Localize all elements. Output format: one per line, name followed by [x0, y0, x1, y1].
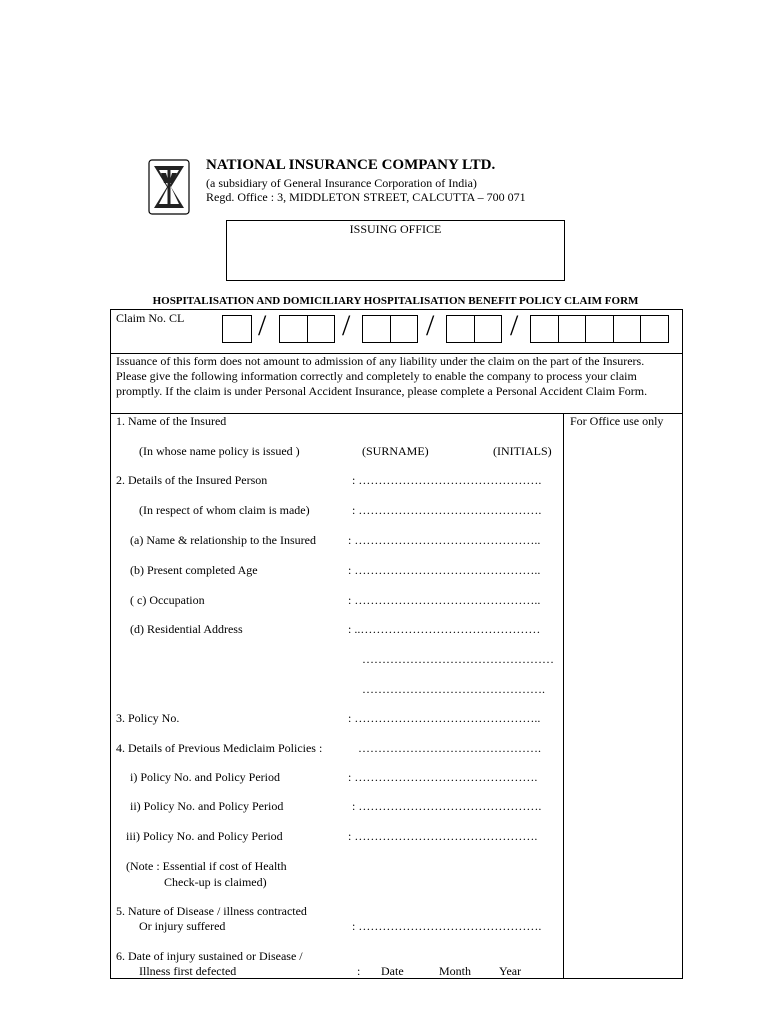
q2-insured-person-field[interactable]: : ……………………………………….	[352, 473, 542, 487]
q2d-address-field-line-3[interactable]: ……………………………………….	[362, 682, 545, 696]
q2-claim-person-field[interactable]: : ……………………………………….	[352, 503, 542, 517]
issuing-office-label: ISSUING OFFICE	[349, 222, 442, 236]
q6-year-field[interactable]: Year	[499, 964, 522, 978]
claim-separator: /	[510, 309, 519, 342]
q3-policy-no-label: 3. Policy No.	[116, 711, 180, 725]
q4iii-policy-period-field[interactable]: : ……………………………………….	[348, 829, 538, 843]
office-use-label: For Office use only	[570, 414, 664, 428]
q3-policy-no-field[interactable]: : ………………………………………..	[348, 711, 541, 725]
q6-date-of-injury-label: 6. Date of injury sustained or Disease /	[116, 949, 303, 963]
q6-illness-first-detected-label: Illness first defected	[139, 964, 237, 978]
q4i-policy-period-label: i) Policy No. and Policy Period	[130, 770, 280, 784]
q2c-occupation-label: ( c) Occupation	[130, 593, 205, 607]
q2-insured-person-label: 2. Details of the Insured Person	[116, 473, 268, 487]
health-checkup-note-line-1: (Note : Essential if cost of Health	[126, 859, 287, 873]
q2b-age-field[interactable]: : ………………………………………..	[348, 563, 541, 577]
q2a-name-relationship-label: (a) Name & relationship to the Insured	[130, 533, 316, 547]
health-checkup-note-line-2: Check-up is claimed)	[164, 875, 267, 889]
q2d-address-field-line-1[interactable]: : ..………………………………………	[348, 622, 541, 636]
issuing-office-box[interactable]	[226, 220, 565, 281]
form-title: HOSPITALISATION AND DOMICILIARY HOSPITALISATION BENEFIT POLICY CLAIM FORM	[152, 295, 639, 307]
q1-name-of-insured-label: 1. Name of the Insured	[116, 414, 227, 428]
q6-date-field[interactable]: Date	[381, 964, 404, 978]
claim-number-segment-2[interactable]	[279, 315, 335, 343]
q4-previous-policies-label: 4. Details of Previous Mediclaim Policies :	[116, 741, 323, 755]
q6-month-field[interactable]: Month	[439, 964, 472, 978]
claim-separator: /	[342, 309, 351, 342]
claim-number-segment-3[interactable]	[362, 315, 418, 343]
q2a-name-relationship-field[interactable]: : ………………………………………..	[348, 533, 541, 547]
q1-initials-field[interactable]: (INITIALS)	[493, 444, 552, 458]
claim-number-label: Claim No. CL	[116, 311, 185, 325]
claim-notice-text: Issuance of this form does not amount to admission of any liability under the claim on the part of the Insurers. Please give the following information correctly and completely to enable the company to process your claim promptly. If the claim is under Personal Accident Insurance, please complete a Personal Accident Claim Form.	[116, 354, 648, 398]
q4iii-policy-period-label: iii) Policy No. and Policy Period	[126, 829, 283, 843]
q4ii-policy-period-label: ii) Policy No. and Policy Period	[130, 799, 284, 813]
q4i-policy-period-field[interactable]: : ……………………………………….	[348, 770, 538, 784]
q6-colon: :	[357, 964, 361, 978]
q1-surname-field[interactable]: (SURNAME)	[362, 444, 429, 458]
claim-number-segment-5[interactable]	[530, 315, 669, 343]
q2c-occupation-field[interactable]: : ………………………………………..	[348, 593, 541, 607]
q2d-address-field-line-2[interactable]: …………………………………………	[362, 652, 554, 666]
q5-nature-of-disease-field[interactable]: : ……………………………………….	[352, 919, 542, 933]
q5-nature-of-disease-label: 5. Nature of Disease / illness contracted	[116, 904, 307, 918]
q2b-age-label: (b) Present completed Age	[130, 563, 258, 577]
q4ii-policy-period-field[interactable]: : ……………………………………….	[352, 799, 542, 813]
company-logo-icon	[148, 159, 190, 215]
q4-previous-policies-field[interactable]: ……………………………………….	[358, 741, 541, 755]
q1-policy-name-sublabel: (In whose name policy is issued )	[139, 444, 300, 458]
company-address: Regd. Office : 3, MIDDLETON STREET, CALCUTTA – 700 071	[206, 190, 526, 204]
office-use-column-divider	[563, 413, 564, 978]
claim-separator: /	[426, 309, 435, 342]
company-subsidiary-line: (a subsidiary of General Insurance Corporation of India)	[206, 176, 477, 190]
claim-number-segment-4[interactable]	[446, 315, 502, 343]
q2-claim-person-sublabel: (In respect of whom claim is made)	[139, 503, 310, 517]
claim-separator: /	[258, 309, 267, 342]
q2d-address-label: (d) Residential Address	[130, 622, 243, 636]
claim-number-segment-1[interactable]	[222, 315, 252, 343]
company-name: NATIONAL INSURANCE COMPANY LTD.	[206, 157, 496, 173]
q5-injury-suffered-label: Or injury suffered	[139, 919, 226, 933]
